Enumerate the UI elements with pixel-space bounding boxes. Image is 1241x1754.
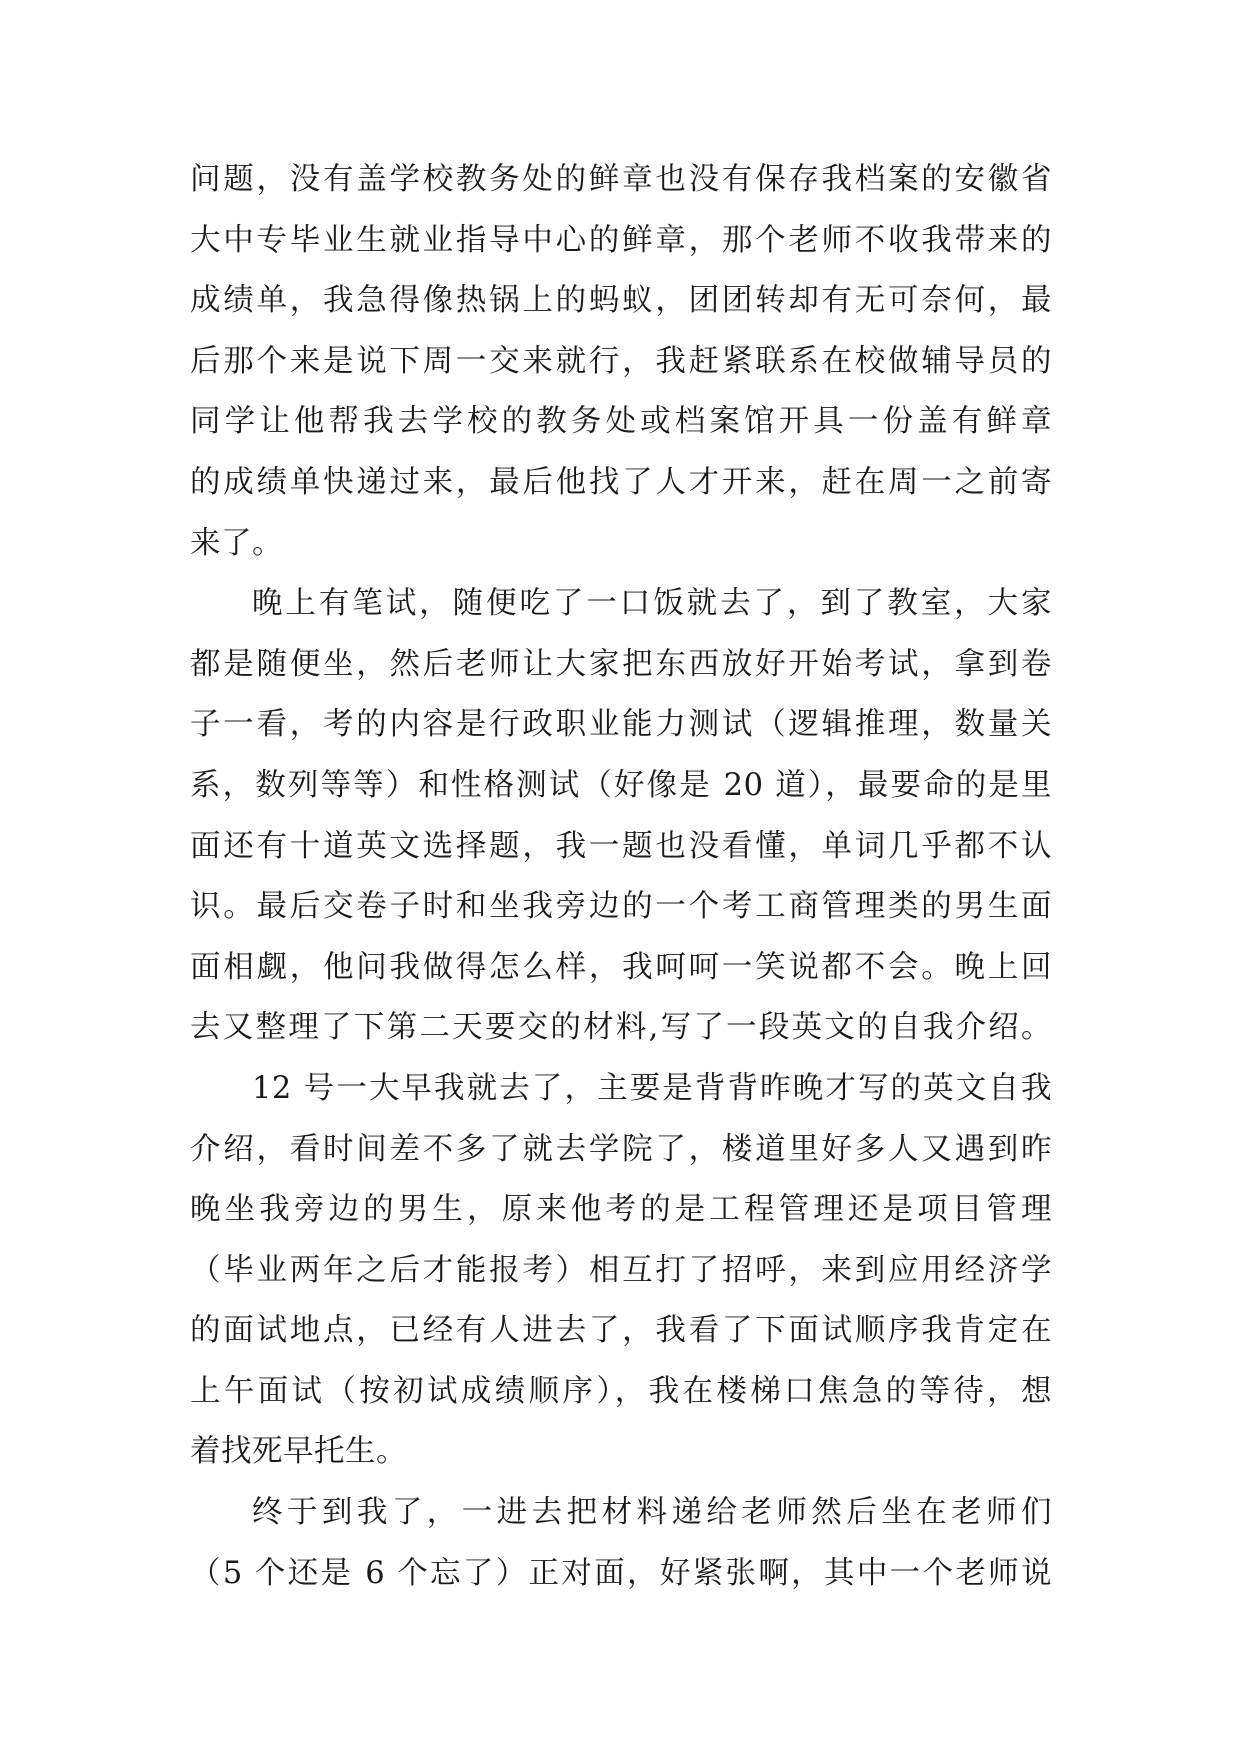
text-line: 着找死早托生。 [190, 1434, 407, 1470]
text-line: 晚坐我旁边的男生，原来他考的是工程管理还是项目管理 [190, 1192, 1052, 1228]
text-line: 的面试地点，已经有人进去了，我看了下面试顺序我肯定在 [190, 1313, 1052, 1349]
text-line: 面相觑，他问我做得怎么样，我呵呵一笑说都不会。晚上回 [190, 949, 1052, 985]
text-line: （5 个还是 6 个忘了）正对面，好紧张啊，其中一个老师说 [190, 1555, 1052, 1591]
text-line: 系，数列等等）和性格测试（好像是 20 道），最要命的是里 [190, 767, 1052, 803]
text-line: 都是随便坐，然后老师让大家把东西放好开始考试，拿到卷 [190, 646, 1052, 682]
text-line: 同学让他帮我去学校的教务处或档案馆开具一份盖有鲜章 [190, 404, 1052, 440]
paragraph-first-line: 终于到我了，一进去把材料递给老师然后坐在老师们 [252, 1495, 1052, 1531]
text-line: 问题，没有盖学校教务处的鲜章也没有保存我档案的安徽省 [190, 162, 1052, 197]
text-line: 去又整理了下第二天要交的材料,写了一段英文的自我介绍。 [190, 1010, 1052, 1046]
text-line: 大中专毕业生就业指导中心的鲜章，那个老师不收我带来的 [190, 222, 1052, 258]
text-line: 面还有十道英文选择题，我一题也没看懂，单词几乎都不认 [190, 828, 1052, 864]
text-line: 后那个来是说下周一交来就行，我赶紧联系在校做辅导员的 [190, 343, 1052, 379]
paragraph-first-line: 晚上有笔试，随便吃了一口饭就去了，到了教室，大家 [252, 586, 1052, 622]
paragraph-first-line: 12 号一大早我就去了，主要是背背昨晚才写的英文自我 [252, 1070, 1052, 1106]
text-line: 介绍，看时间差不多了就去学院了，楼道里好多人又遇到昨 [190, 1131, 1052, 1167]
text-line: 来了。 [190, 525, 283, 561]
document-body [190, 150, 1052, 1604]
text-line: 子一看，考的内容是行政职业能力测试（逻辑推理，数量关 [190, 707, 1052, 743]
text-line: （毕业两年之后才能报考）相互打了招呼，来到应用经济学 [190, 1252, 1052, 1288]
text-line: 识。最后交卷子时和坐我旁边的一个考工商管理类的男生面 [190, 889, 1052, 925]
text-line: 上午面试（按初试成绩顺序），我在楼梯口焦急的等待，想 [190, 1373, 1052, 1409]
text-line: 成绩单，我急得像热锅上的蚂蚁，团团转却有无可奈何，最 [190, 283, 1052, 319]
text-line: 的成绩单快递过来，最后他找了人才开来，赶在周一之前寄 [190, 464, 1052, 500]
